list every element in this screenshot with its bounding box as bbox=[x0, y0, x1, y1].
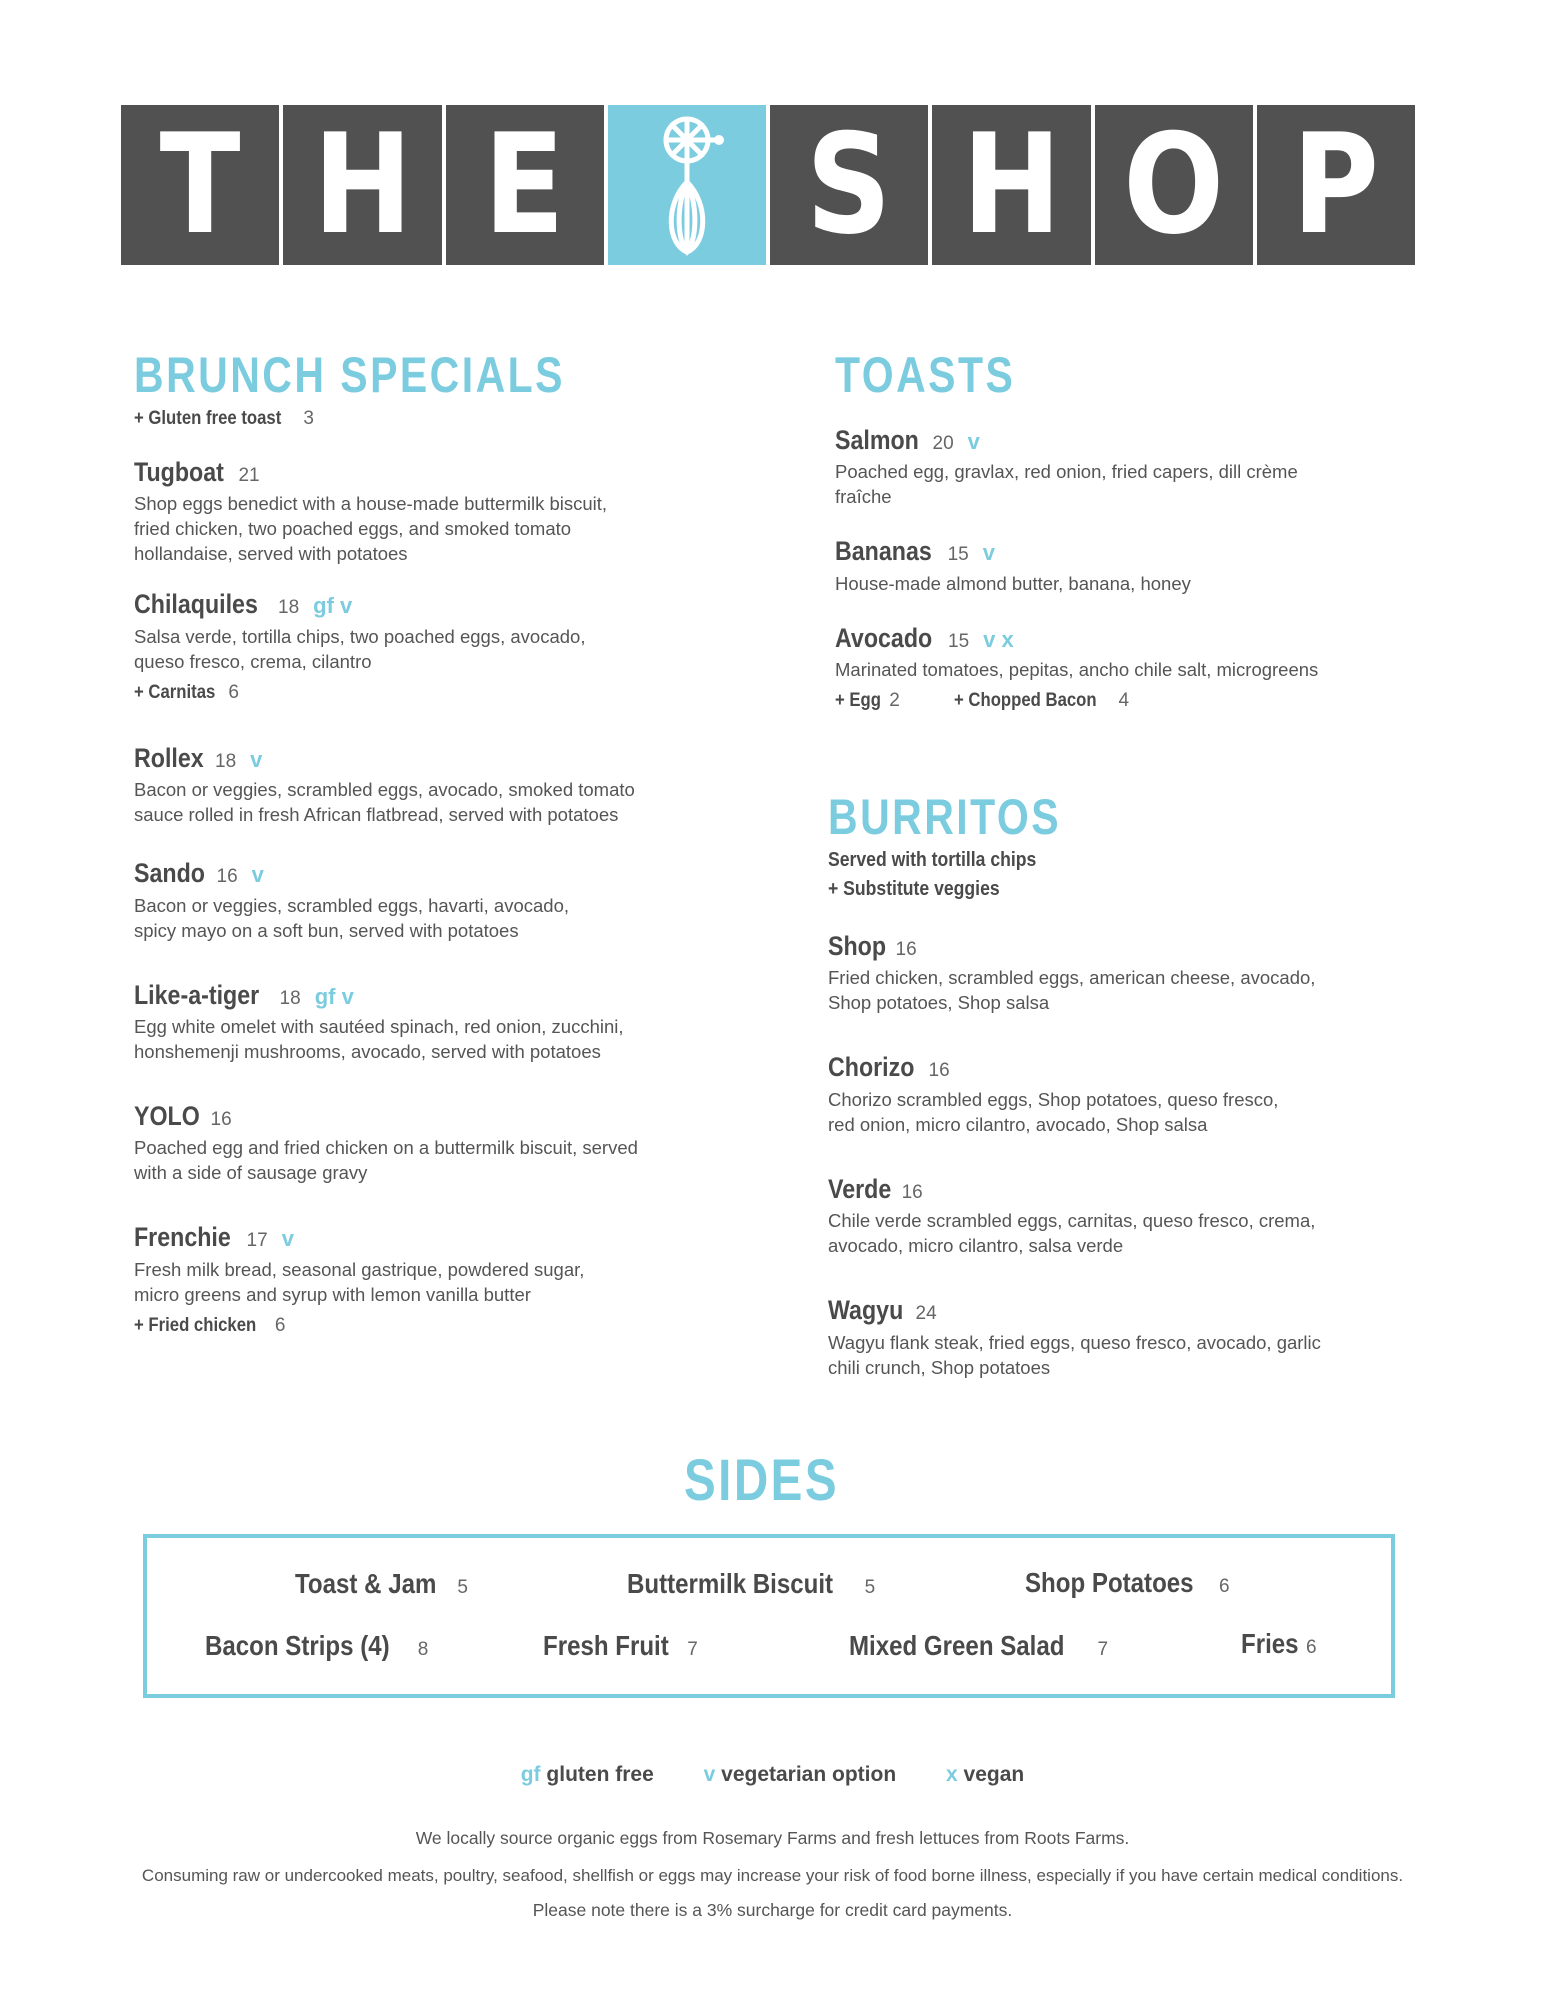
legend-vegetarian: v vegetarian option bbox=[703, 1763, 897, 1786]
side-bacon-strips: Bacon Strips (4) 8 bbox=[205, 1630, 429, 1661]
logo-banner bbox=[121, 105, 1415, 265]
toasts-column bbox=[835, 424, 1455, 712]
diet-tags: v x bbox=[983, 626, 1014, 652]
carnitas-addon: + Carnitas 6 bbox=[134, 681, 239, 703]
toast-addons: + Egg 2 + Chopped Bacon 4 bbox=[835, 690, 1130, 712]
burritos-title: BURRITOS bbox=[828, 789, 1062, 845]
menu-item-chorizo: Chorizo 16 Chorizo scrambled eggs, Shop potatoes, queso fresco, red onion, micro cilantro, avocado, Shop salsa bbox=[828, 1052, 1279, 1135]
menu-item-shop-burrito: Shop 16 Fried chicken, scrambled eggs, american cheese, avocado, Shop potatoes, Shop salsa bbox=[828, 931, 1316, 1014]
side-fresh-fruit: Fresh Fruit 7 bbox=[543, 1630, 698, 1661]
health-warning: Consuming raw or undercooked meats, poultry, seafood, shellfish or eggs may increase your risk of food borne illness, especially if you have certain medical conditions. bbox=[141, 1866, 1404, 1885]
logo-tile bbox=[1257, 105, 1415, 265]
brunch-specials-title: BRUNCH SPECIALS bbox=[134, 347, 565, 403]
logo-letter: H bbox=[312, 104, 413, 265]
logo-letter: P bbox=[1292, 104, 1380, 265]
surcharge-note: Please note there is a 3% surcharge for credit card payments. bbox=[532, 1900, 1013, 1920]
menu-item-avocado: Avocado 15 v x Marinated tomatoes, pepitas, ancho chile salt, microgreens + Egg 2 + Chopped Bacon 4 bbox=[835, 622, 1455, 712]
side-fries: Fries 6 bbox=[1241, 1628, 1317, 1659]
menu-item-chilaquiles: Chilaquiles 18 gf v Salsa verde, tortilla chips, two poached eggs, avocado, queso fresco, crema, cilantro + Carnitas 6 bbox=[134, 588, 754, 703]
menu-item-wagyu: Wagyu 24 Wagyu flank steak, fried eggs, queso fresco, avocado, garlic chili crunch, Shop potatoes bbox=[828, 1295, 1321, 1378]
sourcing-note: We locally source organic eggs from Rosemary Farms and fresh lettuces from Roots Farms. bbox=[415, 1828, 1130, 1848]
menu-item-verde: Verde 16 Chile verde scrambled eggs, carnitas, queso fresco, crema, avocado, micro cilantro, salsa verde bbox=[828, 1173, 1316, 1257]
logo-tile bbox=[121, 105, 279, 265]
logo-letter: H bbox=[961, 104, 1062, 265]
logo-icon-tile bbox=[608, 105, 766, 265]
gluten-free-toast-addon: + Gluten free toast 3 bbox=[134, 408, 314, 429]
diet-tags: v bbox=[250, 746, 263, 772]
legend-vegan: x vegan bbox=[946, 1763, 1025, 1786]
menu-item-sando: Sando 16 v Bacon or veggies, scrambled eggs, havarti, avocado, spicy mayo on a soft bun, served with potatoes bbox=[134, 858, 569, 941]
menu-item-salmon: Salmon 20 v Poached egg, gravlax, red onion, fried capers, dill crème fraîche bbox=[835, 425, 1298, 508]
sides-title: SIDES bbox=[684, 1448, 840, 1513]
menu-item-bananas: Bananas 15 v House-made almond butter, banana, honey bbox=[835, 536, 1191, 594]
diet-tags: v bbox=[251, 862, 264, 888]
logo-letter: S bbox=[806, 104, 892, 265]
legend-gluten-free: gf gluten free bbox=[520, 1763, 654, 1786]
logo-tile bbox=[770, 105, 928, 265]
side-toast-jam: Toast & Jam 5 bbox=[295, 1568, 468, 1599]
menu-item-frenchie: Frenchie 17 v Fresh milk bread, seasonal gastrique, powdered sugar, micro greens and syrup with lemon vanilla butter + Fried chicken 6 bbox=[134, 1221, 754, 1336]
menu-item-like-a-tiger: Like-a-tiger 18 gf v Egg white omelet with sautéed spinach, red onion, zucchini, honshemenji mushrooms, avocado, served with potatoes bbox=[134, 979, 624, 1062]
burritos-column bbox=[828, 846, 1448, 1380]
diet-tags: v bbox=[967, 429, 980, 454]
toasts-title: TOASTS bbox=[835, 347, 1016, 403]
diet-tags: gf v bbox=[313, 593, 353, 619]
menu-item-rollex: Rollex 18 v Bacon or veggies, scrambled eggs, avocado, smoked tomato sauce rolled in fresh African flatbread, served with potatoes bbox=[134, 742, 635, 826]
logo-tile bbox=[446, 105, 604, 265]
diet-tags: gf v bbox=[314, 983, 354, 1009]
logo-tile bbox=[1095, 105, 1253, 265]
side-mixed-green-salad: Mixed Green Salad 7 bbox=[849, 1630, 1109, 1661]
diet-legend bbox=[0, 1763, 1545, 1787]
whisk-wheel-icon bbox=[647, 112, 727, 258]
sides-box bbox=[143, 1534, 1395, 1698]
substitute-veggies-note: + Substitute veggies bbox=[828, 878, 1000, 900]
menu-item-tugboat: Tugboat 21 Shop eggs benedict with a house-made buttermilk biscuit, fried chicken, two poached eggs, and smoked tomato hollandaise, served with potatoes bbox=[134, 457, 608, 565]
egg-addon: + Egg bbox=[835, 690, 881, 712]
brunch-specials-column bbox=[134, 408, 754, 1337]
chopped-bacon-addon: + Chopped Bacon bbox=[954, 690, 1098, 712]
logo-letter: T bbox=[159, 104, 241, 265]
side-shop-potatoes: Shop Potatoes 6 bbox=[1025, 1567, 1230, 1598]
logo-letter: O bbox=[1123, 104, 1225, 265]
diet-tags: v bbox=[281, 1226, 294, 1252]
logo-tile bbox=[932, 105, 1090, 265]
fried-chicken-addon: + Fried chicken 6 bbox=[134, 1314, 286, 1336]
menu-item-yolo: YOLO 16 Poached egg and fried chicken on a buttermilk biscuit, served with a side of sausage gravy bbox=[134, 1100, 638, 1184]
diet-tags: v bbox=[982, 540, 995, 566]
burritos-note: Served with tortilla chips bbox=[828, 849, 1037, 871]
logo-letter: E bbox=[484, 104, 566, 265]
logo-tile bbox=[283, 105, 441, 265]
side-buttermilk-biscuit: Buttermilk Biscuit 5 bbox=[627, 1568, 876, 1599]
